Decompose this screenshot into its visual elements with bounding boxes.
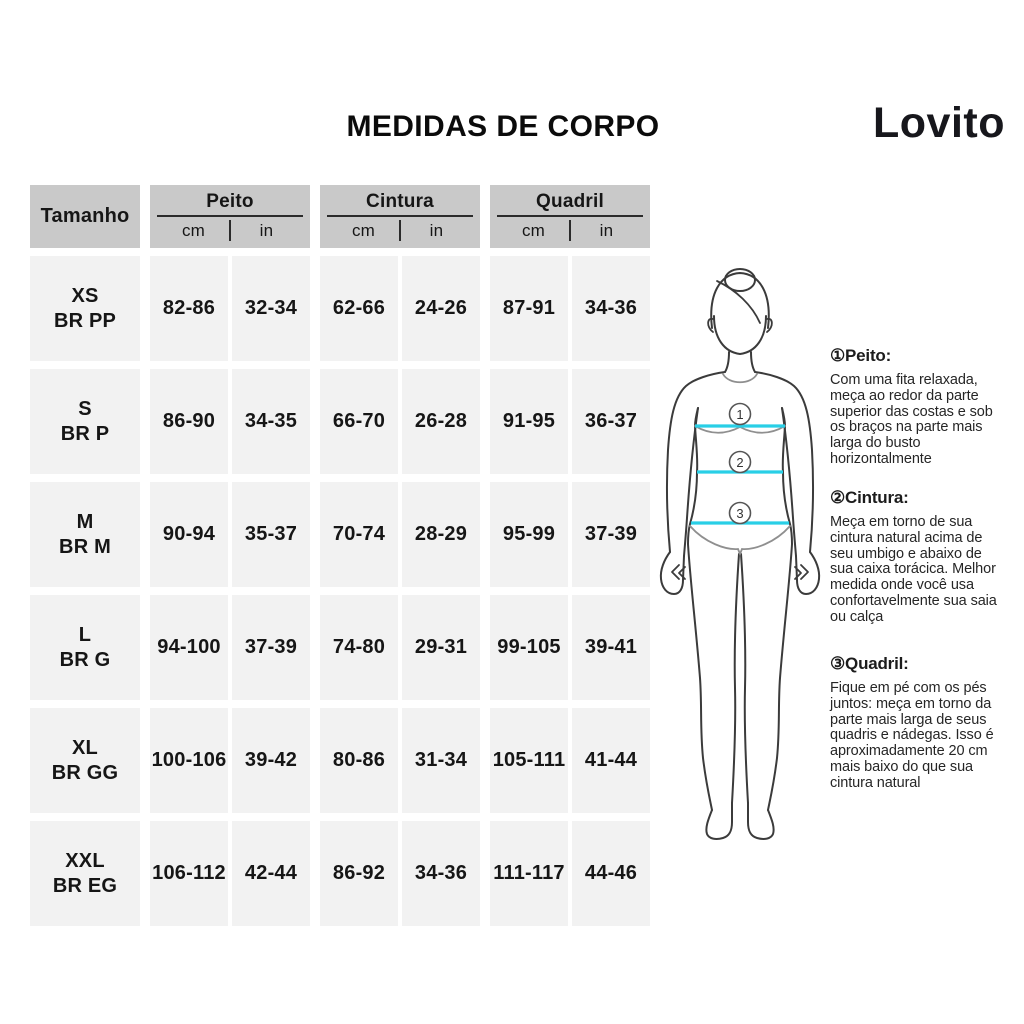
guide-body-cintura: Meça em torno de sua cintura natural acima de seu umbigo e abaixo de sua caixa torácica. Melhor medida onde você usa confortavelmente sua saia ou calça (830, 514, 997, 625)
header-divider-line (497, 215, 643, 217)
value-cell: 44-46 (572, 821, 650, 926)
guide-heading-quadril: ③Quadril: (830, 654, 909, 673)
table-row (30, 595, 650, 700)
table-row (30, 256, 650, 361)
hair-outline (711, 273, 769, 328)
value-cell: 106-112 (150, 821, 228, 926)
brand-logo: Lovito (873, 99, 1005, 147)
body-figure-illustration (650, 258, 835, 850)
size-label: M (76, 510, 94, 533)
value-cell: 34-36 (572, 256, 650, 361)
table-row (30, 821, 650, 926)
value-cell: 66-70 (320, 369, 398, 474)
value-cell: 87-91 (490, 256, 568, 361)
value-cell: 34-36 (402, 821, 480, 926)
column-header-quadril (490, 185, 650, 248)
value-cell: 105-111 (490, 708, 568, 813)
unit-label-cm: cm (181, 221, 206, 240)
table-row (30, 369, 650, 474)
guide-heading-cintura: ②Cintura: (830, 488, 909, 507)
page-title: MEDIDAS DE CORPO (346, 110, 660, 143)
header-divider-line (157, 215, 303, 217)
left-leg-outer (688, 544, 712, 810)
size-cell (30, 482, 140, 587)
value-cell: 42-44 (232, 821, 310, 926)
right-leg-outer (768, 544, 792, 810)
value-cell: 82-86 (150, 256, 228, 361)
value-cell: 37-39 (232, 595, 310, 700)
right-arm-outer (755, 372, 813, 552)
guide-section-quadril (830, 654, 1006, 792)
left-foot (706, 803, 732, 839)
value-cell: 100-106 (150, 708, 228, 813)
column-header-peito (150, 185, 310, 248)
value-cell: 39-41 (572, 595, 650, 700)
measurement-markers (730, 404, 751, 524)
left-leg-inner (732, 554, 739, 803)
size-cell (30, 821, 140, 926)
value-cell: 91-95 (490, 369, 568, 474)
value-cell: 90-94 (150, 482, 228, 587)
group-label: Quadril (536, 191, 604, 212)
size-label-br: BR P (60, 422, 110, 445)
size-label-br: BR M (59, 535, 111, 558)
value-cell: 80-86 (320, 708, 398, 813)
group-label: Peito (206, 191, 254, 212)
guide-section-cintura (830, 488, 1006, 626)
table-header-row (30, 185, 650, 248)
collar-line (723, 374, 757, 382)
size-cell (30, 708, 140, 813)
unit-label-cm: cm (351, 221, 376, 240)
size-label: L (78, 623, 92, 646)
guide-body-peito: Com uma fita relaxada, meça ao redor da parte superior das costas e sob os braços na parte mais larga do busto horizontalmente (830, 372, 993, 467)
value-cell: 24-26 (402, 256, 480, 361)
unit-label-cm: cm (521, 221, 546, 240)
value-cell: 35-37 (232, 482, 310, 587)
unit-label-in: in (599, 221, 614, 240)
face-outline (714, 316, 766, 354)
left-arm-outer (667, 372, 725, 552)
value-cell: 111-117 (490, 821, 568, 926)
size-label-br: BR G (59, 648, 111, 671)
value-cell: 70-74 (320, 482, 398, 587)
marker-number-1: 1 (736, 407, 744, 422)
value-cell: 94-100 (150, 595, 228, 700)
value-cell: 37-39 (572, 482, 650, 587)
size-cell (30, 369, 140, 474)
size-cell (30, 256, 140, 361)
value-cell: 99-105 (490, 595, 568, 700)
value-cell: 36-37 (572, 369, 650, 474)
header-divider-line (327, 215, 473, 217)
size-label: S (78, 397, 92, 420)
value-cell: 28-29 (402, 482, 480, 587)
value-cell: 29-31 (402, 595, 480, 700)
size-label: XXL (65, 849, 105, 872)
size-column-header: Tamanho (30, 185, 140, 248)
guide-heading-peito: ①Peito: (830, 346, 892, 365)
size-label-br: BR GG (51, 761, 119, 784)
value-cell: 74-80 (320, 595, 398, 700)
value-cell: 95-99 (490, 482, 568, 587)
value-cell: 86-92 (320, 821, 398, 926)
unit-divider (569, 220, 571, 241)
size-chart-table (30, 185, 650, 934)
value-cell: 26-28 (402, 369, 480, 474)
size-label-br: BR PP (53, 309, 117, 332)
unit-divider (229, 220, 231, 241)
guide-section-peito (830, 346, 1006, 468)
right-foot (748, 803, 774, 839)
value-cell: 86-90 (150, 369, 228, 474)
value-cell: 62-66 (320, 256, 398, 361)
bikini-line (690, 526, 790, 554)
unit-label-in: in (429, 221, 444, 240)
table-row (30, 482, 650, 587)
marker-number-3: 3 (736, 506, 744, 521)
value-cell: 31-34 (402, 708, 480, 813)
value-cell: 41-44 (572, 708, 650, 813)
neck-left (725, 352, 729, 372)
marker-number-2: 2 (736, 455, 744, 470)
size-label: XL (72, 736, 98, 759)
value-cell: 34-35 (232, 369, 310, 474)
unit-divider (399, 220, 401, 241)
size-cell (30, 595, 140, 700)
neck-right (751, 352, 755, 372)
table-row (30, 708, 650, 813)
guide-body-quadril: Fique em pé com os pés juntos: meça em torno da parte mais larga de seus quadris e nádegas. Isso é aproximadamente 20 cm mais baixo do que sua cintura natural (830, 680, 994, 791)
column-header-cintura (320, 185, 480, 248)
size-label-br: BR EG (52, 874, 118, 897)
value-cell: 39-42 (232, 708, 310, 813)
value-cell: 32-34 (232, 256, 310, 361)
hair-swoosh (717, 281, 760, 323)
group-label: Cintura (366, 191, 434, 212)
size-label: XS (71, 284, 99, 307)
unit-label-in: in (259, 221, 274, 240)
right-leg-inner (741, 554, 748, 803)
